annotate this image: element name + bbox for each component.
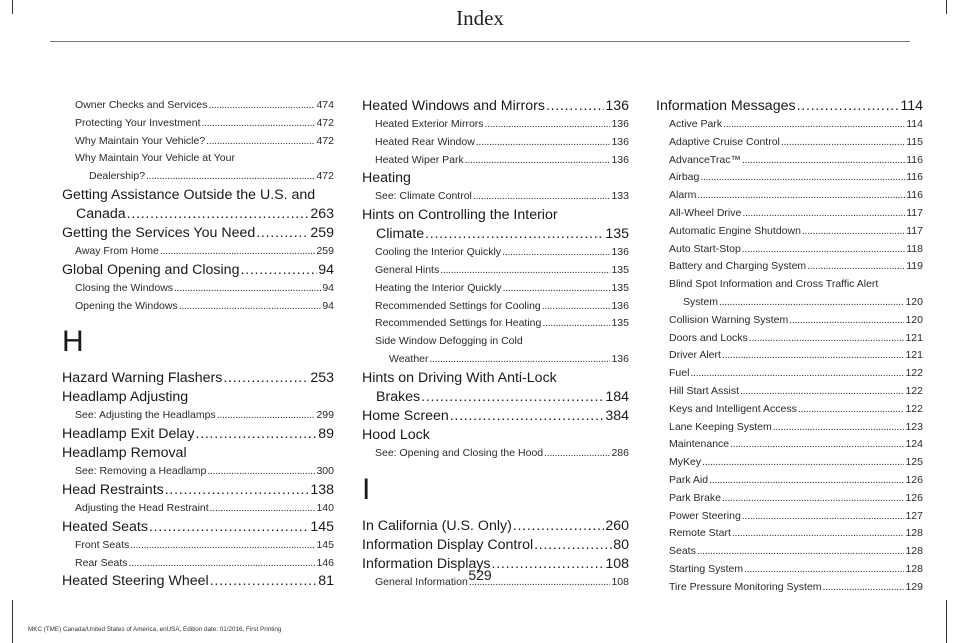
entry-label: Owner Checks and Services <box>75 99 208 111</box>
index-heading: Headlamp Removal <box>62 445 187 462</box>
entry-label: Park Aid <box>669 473 709 486</box>
index-entry <box>75 115 334 133</box>
entry-page: 472 <box>316 170 334 183</box>
dot-leader <box>542 315 610 333</box>
dot-leader <box>534 536 612 555</box>
index-entry <box>62 261 334 280</box>
entry-label: Heated Seats <box>62 518 148 535</box>
entry-label: Collision Warning System <box>669 313 789 326</box>
entry-page: 126 <box>905 491 923 504</box>
dot-leader <box>223 369 309 388</box>
entry-page: 253 <box>310 370 334 387</box>
dot-leader <box>722 347 905 365</box>
entry-label: System <box>683 295 719 308</box>
dot-leader <box>430 351 611 369</box>
entry-label: Information Display Control <box>362 536 534 553</box>
index-entry <box>669 169 923 187</box>
entry-page: 136 <box>611 135 629 148</box>
index-entry <box>75 133 334 151</box>
entry-label: Hazard Warning Flashers <box>62 370 223 387</box>
dot-leader <box>722 490 905 508</box>
dot-leader <box>208 97 315 115</box>
index-heading: Heating <box>362 170 411 187</box>
entry-label: Heating the Interior Quickly <box>375 281 502 294</box>
dot-leader <box>465 152 611 170</box>
dot-leader <box>749 330 905 348</box>
entry-label: Headlamp Exit Delay <box>62 426 195 443</box>
entry-page: 128 <box>905 527 923 540</box>
index-entry <box>669 312 923 330</box>
entry-label-line1: Why Maintain Your Vehicle at Your <box>75 152 235 165</box>
index-entry <box>362 407 629 426</box>
entry-page: 286 <box>611 446 629 459</box>
entry-label: Dealership? <box>89 170 146 183</box>
dot-leader <box>798 401 905 419</box>
dot-leader <box>807 258 905 276</box>
index-entry <box>62 224 334 243</box>
index-entry <box>375 116 629 134</box>
index-entry-wrapped <box>62 186 334 224</box>
dot-leader <box>160 243 316 261</box>
index-entry <box>669 116 923 134</box>
entry-page: 145 <box>310 518 334 535</box>
entry-page: 384 <box>605 407 629 424</box>
index-entry <box>669 223 923 241</box>
index-entry-wrapped <box>362 333 629 369</box>
entry-page: 108 <box>611 575 629 588</box>
entry-label: Front Seats <box>75 538 130 551</box>
entry-label: Protecting Your Investment <box>75 116 201 129</box>
entry-label: Climate <box>376 226 425 243</box>
entry-label: Heated Rear Window <box>375 135 475 148</box>
index-entry <box>62 205 334 224</box>
index-entry <box>375 351 629 369</box>
dot-leader <box>802 223 905 241</box>
entry-label: All-Wheel Drive <box>669 206 742 219</box>
entry-label: Automatic Engine Shutdown <box>669 224 801 237</box>
index-entry <box>669 241 923 259</box>
entry-label: Heated Wiper Park <box>375 153 464 166</box>
entry-page: 124 <box>905 438 923 451</box>
index-entry <box>75 298 334 316</box>
dot-leader <box>202 115 316 133</box>
index-entry <box>669 205 923 223</box>
dot-leader <box>450 407 605 426</box>
dot-leader <box>690 365 904 383</box>
index-entry <box>375 262 629 280</box>
entry-label: Weather <box>389 352 429 365</box>
dot-leader <box>240 261 317 280</box>
footer-edition-info: MKC (TME) Canada/United States of America, enUSA, Edition date: 01/2016, First Printing <box>28 626 282 633</box>
entry-page: 118 <box>906 242 923 255</box>
entry-page: 121 <box>905 331 923 344</box>
index-entry <box>669 152 923 170</box>
entry-page: 89 <box>318 426 334 443</box>
index-entry <box>669 454 923 472</box>
entry-label: See: Opening and Closing the Hood <box>375 446 544 459</box>
entry-label: In California (U.S. Only) <box>362 517 512 534</box>
index-entry <box>656 97 923 116</box>
index-entry <box>362 536 629 555</box>
dot-leader <box>195 425 317 444</box>
index-entry <box>75 407 334 425</box>
dot-leader <box>206 133 315 151</box>
entry-page: 136 <box>605 98 629 114</box>
entry-label: Heated Windows and Mirrors <box>362 98 545 114</box>
entry-label: General Information <box>375 575 468 588</box>
index-entry <box>669 508 923 526</box>
dot-leader <box>425 225 604 244</box>
entry-page: 136 <box>611 299 629 312</box>
index-entry <box>669 365 923 383</box>
entry-label: Rear Seats <box>75 556 128 569</box>
entry-page: 472 <box>316 116 334 129</box>
entry-page: 80 <box>613 536 629 553</box>
entry-page: 120 <box>905 313 923 326</box>
entry-page: 116 <box>906 171 923 184</box>
dot-leader <box>513 517 605 536</box>
dot-leader <box>544 445 610 463</box>
index-entry <box>75 168 334 186</box>
index-entry <box>62 425 334 444</box>
entry-page: 135 <box>605 226 629 243</box>
entry-label: Global Opening and Closing <box>62 261 240 278</box>
entry-label: Starting System <box>669 562 744 575</box>
dot-leader <box>165 481 310 500</box>
index-entry <box>362 517 629 536</box>
dot-leader <box>179 298 322 316</box>
entry-page: 129 <box>905 580 923 593</box>
entry-page: 136 <box>611 153 629 166</box>
dot-leader <box>485 116 611 134</box>
dot-leader <box>742 152 905 170</box>
entry-page: 135 <box>611 281 629 294</box>
index-entry <box>62 369 334 388</box>
entry-page: 114 <box>906 118 923 130</box>
index-entry <box>75 500 334 518</box>
entry-label: Adaptive Cruise Control <box>669 135 780 148</box>
dot-leader <box>130 537 315 555</box>
index-column-3 <box>656 97 923 597</box>
entry-page: 121 <box>905 349 923 362</box>
index-entry <box>669 543 923 561</box>
index-entry <box>375 315 629 333</box>
entry-page: 116 <box>906 153 923 166</box>
dot-leader <box>207 463 315 481</box>
page-title: Index <box>456 6 504 30</box>
entry-label-line1: Getting Assistance Outside the U.S. and <box>62 186 316 203</box>
index-entry <box>362 225 629 244</box>
dot-leader <box>697 187 905 205</box>
entry-page: 136 <box>611 246 629 259</box>
index-entry <box>362 388 629 407</box>
entry-page: 140 <box>316 501 334 514</box>
index-entry <box>62 481 334 500</box>
header-divider <box>50 41 910 42</box>
dot-leader <box>789 312 904 330</box>
index-entry <box>375 188 629 206</box>
entry-page: 123 <box>905 420 923 433</box>
entry-label: Fuel <box>669 367 690 380</box>
dot-leader <box>702 454 904 472</box>
entry-label: Auto Start-Stop <box>669 242 741 255</box>
entry-label: Opening the Windows <box>75 299 178 312</box>
crop-mark-bottom-left <box>12 600 13 643</box>
index-entry-wrapped <box>656 276 923 312</box>
entry-page: 81 <box>318 573 334 590</box>
index-entry-wrapped <box>362 206 629 244</box>
entry-page: 94 <box>322 281 334 294</box>
entry-page: 122 <box>905 384 923 397</box>
index-entry <box>75 243 334 261</box>
index-entry <box>75 463 334 481</box>
index-entry <box>375 134 629 152</box>
index-entry <box>669 419 923 437</box>
entry-label: Hill Start Assist <box>669 384 740 397</box>
index-heading: Headlamp Adjusting <box>62 389 189 406</box>
index-heading: Hood Lock <box>362 426 430 443</box>
index-entry <box>669 525 923 543</box>
entry-label: Battery and Charging System <box>669 260 807 273</box>
entry-label: Cooling the Interior Quickly <box>375 246 502 259</box>
entry-label: Seats <box>669 545 696 558</box>
entry-page: 117 <box>906 224 923 237</box>
entry-page: 260 <box>605 517 629 534</box>
index-entry <box>375 280 629 298</box>
entry-page: 128 <box>905 545 923 558</box>
entry-label-line1: Hints on Driving With Anti-Lock <box>362 369 557 386</box>
section-letter: H <box>62 325 84 359</box>
entry-label: Recommended Settings for Heating <box>375 317 542 330</box>
dot-leader <box>742 241 905 259</box>
entry-page: 115 <box>906 135 923 148</box>
index-entry <box>669 383 923 401</box>
entry-label: Alarm <box>669 189 697 202</box>
dot-leader <box>742 508 905 526</box>
index-entry <box>375 152 629 170</box>
entry-page: 300 <box>316 465 334 478</box>
entry-label: Canada <box>76 205 126 222</box>
entry-page: 474 <box>316 99 334 111</box>
entry-page: 108 <box>605 555 629 572</box>
entry-page: 135 <box>611 263 629 276</box>
entry-label: AdvanceTrac™ <box>669 153 741 166</box>
dot-leader <box>709 472 904 490</box>
dot-leader <box>732 525 905 543</box>
entry-label-line1: Side Window Defogging in Cold <box>375 335 523 348</box>
dot-leader <box>174 280 321 298</box>
entry-page: 135 <box>611 317 629 330</box>
dot-leader <box>127 205 310 224</box>
entry-label: Home Screen <box>362 407 449 424</box>
entry-page: 259 <box>310 224 334 241</box>
entry-page: 120 <box>905 295 923 308</box>
entry-page: 184 <box>605 388 629 405</box>
dot-leader <box>473 188 611 206</box>
index-entry <box>75 280 334 298</box>
index-entry <box>669 472 923 490</box>
dot-leader <box>440 262 610 280</box>
entry-page: 128 <box>905 562 923 575</box>
entry-label: Power Steering <box>669 509 741 522</box>
dot-leader <box>546 97 604 116</box>
crop-mark-bottom-right <box>946 600 947 643</box>
dot-leader <box>730 436 904 454</box>
dot-leader <box>742 205 905 223</box>
dot-leader <box>700 169 905 187</box>
entry-label-line1: Hints on Controlling the Interior <box>362 207 558 224</box>
dot-leader <box>502 244 610 262</box>
index-entry <box>375 298 629 316</box>
entry-page: 133 <box>611 190 629 203</box>
dot-leader <box>719 294 904 312</box>
index-entry <box>669 401 923 419</box>
index-column-1 <box>62 97 334 591</box>
index-entry-wrapped <box>362 369 629 407</box>
entry-label: Doors and Locks <box>669 331 748 344</box>
entry-page: 114 <box>900 98 923 114</box>
entry-label: Maintenance <box>669 438 730 451</box>
entry-label: Airbag <box>669 171 700 184</box>
dot-leader <box>797 97 900 116</box>
entry-label: Closing the Windows <box>75 281 174 294</box>
dot-leader <box>723 116 905 134</box>
index-entry <box>375 445 629 463</box>
entry-page: 138 <box>310 481 334 498</box>
page-number: 529 <box>468 567 492 583</box>
entry-page: 146 <box>316 556 334 569</box>
entry-label: Information Displays <box>362 555 491 572</box>
entry-label: Active Park <box>669 118 723 130</box>
entry-page: 127 <box>905 509 923 522</box>
entry-page: 125 <box>905 456 923 469</box>
dot-leader <box>476 134 611 152</box>
entry-page: 259 <box>316 244 334 257</box>
dot-leader <box>740 383 904 401</box>
entry-label: Driver Alert <box>669 349 721 362</box>
dot-leader <box>781 134 905 152</box>
entry-page: 472 <box>316 134 334 147</box>
entry-label: Why Maintain Your Vehicle? <box>75 134 206 147</box>
entry-label: Recommended Settings for Cooling <box>375 299 541 312</box>
entry-page: 263 <box>310 205 334 222</box>
entry-page: 122 <box>905 402 923 415</box>
index-entry <box>62 518 334 537</box>
entry-page: 122 <box>905 367 923 380</box>
dot-leader <box>210 500 316 518</box>
index-entry <box>669 187 923 205</box>
entry-label: Heated Exterior Mirrors <box>375 118 484 130</box>
entry-label: General Hints <box>375 263 440 276</box>
dot-leader <box>421 388 604 407</box>
dot-leader <box>149 518 309 537</box>
dot-leader <box>697 543 905 561</box>
index-column-2 <box>362 97 629 591</box>
entry-label: Getting the Services You Need <box>62 224 256 241</box>
dot-leader <box>773 419 905 437</box>
index-entry <box>669 134 923 152</box>
index-entry-wrapped <box>62 150 334 186</box>
index-entry <box>75 97 334 115</box>
entry-label: MyKey <box>669 456 702 469</box>
entry-label: See: Removing a Headlamp <box>75 465 207 478</box>
dot-leader <box>256 224 309 243</box>
entry-label: Heated Steering Wheel <box>62 573 209 590</box>
entry-page: 299 <box>316 409 334 422</box>
entry-label: See: Climate Control <box>375 190 472 203</box>
entry-label: Head Restraints <box>62 481 164 498</box>
entry-page: 94 <box>318 261 334 278</box>
entry-label: Remote Start <box>669 527 731 540</box>
entry-label: See: Adjusting the Headlamps <box>75 409 216 422</box>
entry-label: Information Messages <box>656 98 796 114</box>
entry-page: 136 <box>611 352 629 365</box>
index-entry <box>669 294 923 312</box>
index-entry <box>669 258 923 276</box>
index-entry <box>75 537 334 555</box>
entry-page: 94 <box>322 299 334 312</box>
index-entry <box>669 347 923 365</box>
index-entry <box>362 97 629 116</box>
entry-label: Away From Home <box>75 244 159 257</box>
dot-leader <box>542 298 611 316</box>
index-entry <box>669 330 923 348</box>
entry-label: Lane Keeping System <box>669 420 772 433</box>
entry-page: 126 <box>905 473 923 486</box>
entry-label: Park Brake <box>669 491 721 504</box>
entry-page: 116 <box>906 189 923 202</box>
dot-leader <box>217 407 316 425</box>
dot-leader <box>146 168 315 186</box>
entry-page: 117 <box>906 206 923 219</box>
entry-label: Brakes <box>376 388 421 405</box>
entry-page: 145 <box>316 538 334 551</box>
index-entry <box>375 244 629 262</box>
entry-label: Tire Pressure Monitoring System <box>669 580 822 593</box>
index-entry <box>669 490 923 508</box>
entry-page: 119 <box>906 260 923 273</box>
entry-label: Keys and Intelligent Access <box>669 402 797 415</box>
dot-leader <box>503 280 611 298</box>
entry-label: Adjusting the Head Restraint <box>75 501 209 514</box>
entry-label-line1: Blind Spot Information and Cross Traffic Alert <box>669 278 879 291</box>
section-letter: I <box>362 472 371 506</box>
entry-page: 136 <box>611 118 629 130</box>
index-entry <box>669 436 923 454</box>
